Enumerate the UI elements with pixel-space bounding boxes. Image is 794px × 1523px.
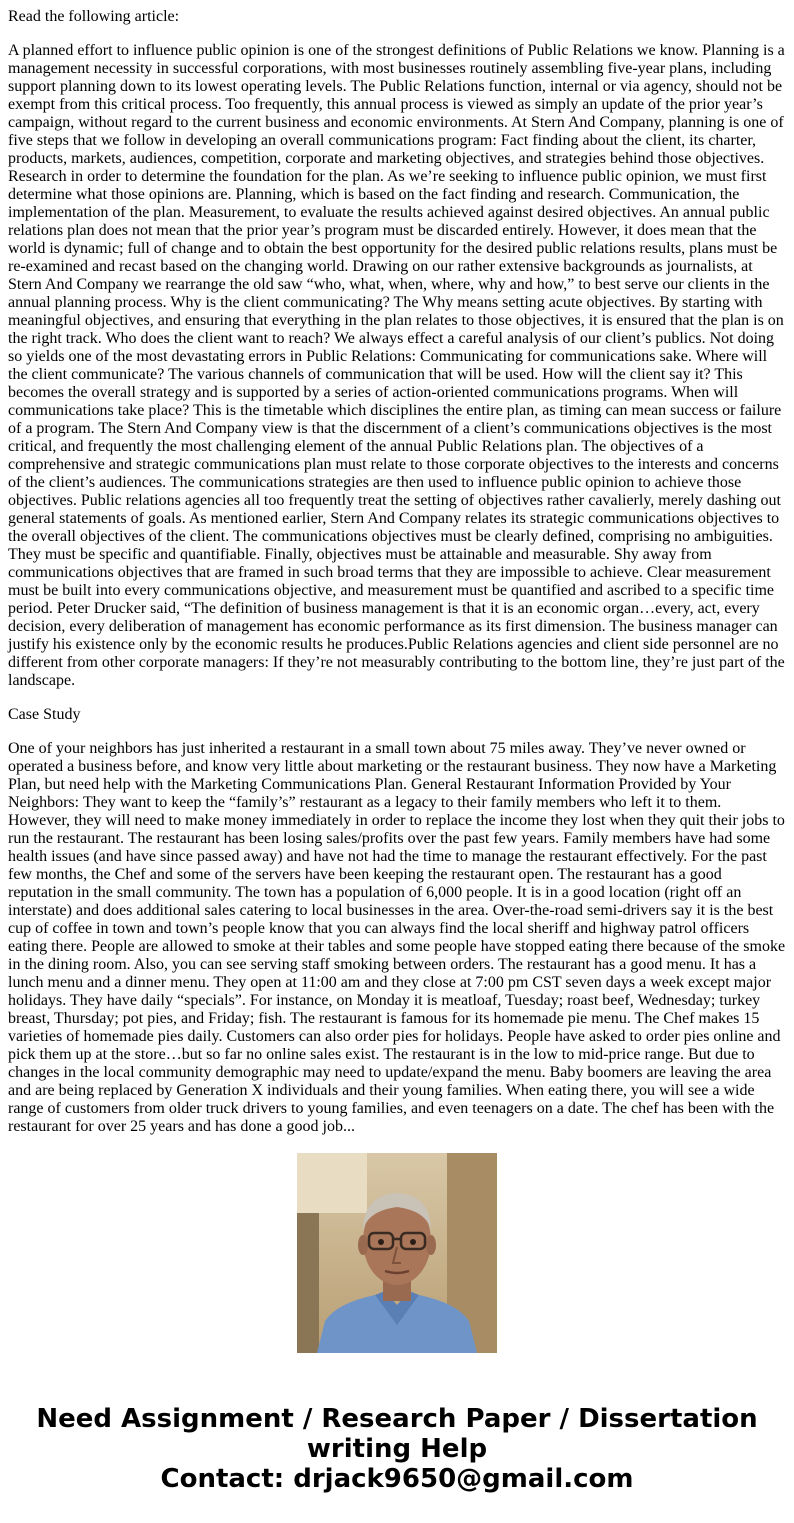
footer-line-1: Need Assignment / Research Paper / Dissertation	[36, 1404, 758, 1434]
article-body: A planned effort to influence public opinion is one of the strongest definitions of Public Relations we know. Planning is a management necessity in successful corporations, with most businesses routinely assembling five-year plans, including support planning down to its lowest operating levels. The Public Relations function, internal or via agency, should not be exempt from this critical process. Too frequently, this annual process is viewed as simply an update of the prior year’s campaign, without regard to the current business and economic environments. At Stern And Company, planning is one of five steps that we follow in developing an overall communications program: Fact finding about the client, its charter, products, markets, audiences, competition, corporate and marketing objectives, and strategies behind those objectives. Research in order to determine the foundation for the plan. As we’re seeking to influence public opinion, we must first determine what those opinions are. Planning, which is based on the fact finding and research. Communication, the implementation of the plan. Measurement, to evaluate the results achieved against desired objectives. An annual public relations plan does not mean that the prior year’s program must be discarded entirely. However, it does mean that the world is dynamic; full of change and to obtain the best opportunity for the desired public relations results, plans must be re-examined and recast based on the changing world. Drawing on our rather extensive backgrounds as journalists, at Stern And Company we rearrange the old saw “who, what, when, where, why and how,” to best serve our clients in the annual planning process. Why is the client communicating? The Why means setting acute objectives. By starting with meaningful objectives, and ensuring that everything in the plan relates to those objectives, it is ensured that the plan is on the right track. Who does the client want to reach? We always effect a careful analysis of our client’s publics. Not doing so yields one of the most devastating errors in Public Relations: Communicating for communications sake. Where will the client communicate? The various channels of communication that will be used. How will the client say it? This becomes the overall strategy and is supported by a series of action-oriented communications programs. When will communications take place? This is the timetable which disciplines the entire plan, as timing can mean success or failure of a program. The Stern And Company view is that the discernment of a client’s communications objectives is the most critical, and frequently the most challenging element of the annual Public Relations plan. The objectives of a comprehensive and strategic communications plan must relate to those corporate objectives to the interests and concerns of the client’s audiences. The communications strategies are then used to influence public opinion to achieve those objectives. Public relations agencies all too frequently treat the setting of objectives rather cavalierly, merely dashing out general statements of goals. As mentioned earlier, Stern And Company relates its strategic communications objectives to the overall objectives of the client. The communications objectives must be clearly defined, comprising no ambiguities. They must be specific and quantifiable. Finally, objectives must be attainable and measurable. Shy away from communications objectives that are framed in such broad terms that they are impossible to achieve. Clear measurement must be built into every communications objective, and measurement must be quantified and ascribed to a specific time period. Peter Drucker said, “The definition of business management is that it is an economic organ…every, act, every decision, every deliberation of management has economic performance as its first dimension. The business manager can justify his existence only by the economic results he produces.Public Relations agencies and client side personnel are no different from other corporate managers: If they’re not measurably contributing to the bottom line, they’re just part of the landscape.	[8, 42, 785, 689]
case-study-heading: Case Study	[8, 706, 81, 723]
portrait-icon	[297, 1153, 497, 1353]
footer-line-2: writing Help	[306, 1434, 488, 1464]
case-study-body: One of your neighbors has just inherited a restaurant in a small town about 75 miles away. They’ve never owned or operated a business before, and know very little about marketing or the restaurant business. They now have a Marketing Plan, but need help with the Marketing Communications Plan. General Restaurant Information Provided by Your Neighbors: They want to keep the “family’s” restaurant as a legacy to their family members who left it to them. However, they will need to make money immediately in order to replace the income they lost when they quit their jobs to run the restaurant. The restaurant has been losing sales/profits over the past few years. Family members have had some health issues (and have since passed away) and have not had the time to manage the restaurant effectively. For the past few months, the Chef and some of the servers have been keeping the restaurant open. The restaurant has a good reputation in the small community. The town has a population of 6,000 people. It is in a good location (right off an interstate) and does additional sales catering to local businesses in the area. Over-the-road semi-drivers say it is the best cup of coffee in town and town’s people know that you can always find the local sheriff and highway patrol officers eating there. People are allowed to smoke at their tables and some people have stopped eating there because of the smoke in the dining room. Also, you can see serving staff smoking between orders. The restaurant has a good menu. It has a lunch menu and a dinner menu. They open at 11:00 am and they close at 7:00 pm CST seven days a week except major holidays. They have daily “specials”. For instance, on Monday it is meatloaf, Tuesday; roast beef, Wednesday; turkey breast, Thursday; pot pies, and Friday; fish. The restaurant is famous for its homemade pie menu. The Chef makes 15 varieties of homemade pies daily. Customers can also order pies for holidays. People have asked to order pies online and pick them up at the store…but so far no online sales exist. The restaurant is in the low to mid-price range. But due to changes in the local community demographic may need to update/expand the menu. Baby boomers are leaving the area and are being replaced by Generation X individuals and their young families. When eating there, you will see a wide range of customers from older truck drivers to young families, and even teenagers on a date. The chef has been with the restaurant for over 25 years and has done a good job...	[8, 740, 786, 1135]
contact-footer	[0, 1404, 794, 1494]
footer-contact: Contact: drjack9650@gmail.com	[160, 1464, 634, 1494]
article-content	[8, 8, 786, 1135]
author-portrait	[297, 1153, 497, 1353]
article-intro: Read the following article:	[8, 8, 180, 25]
